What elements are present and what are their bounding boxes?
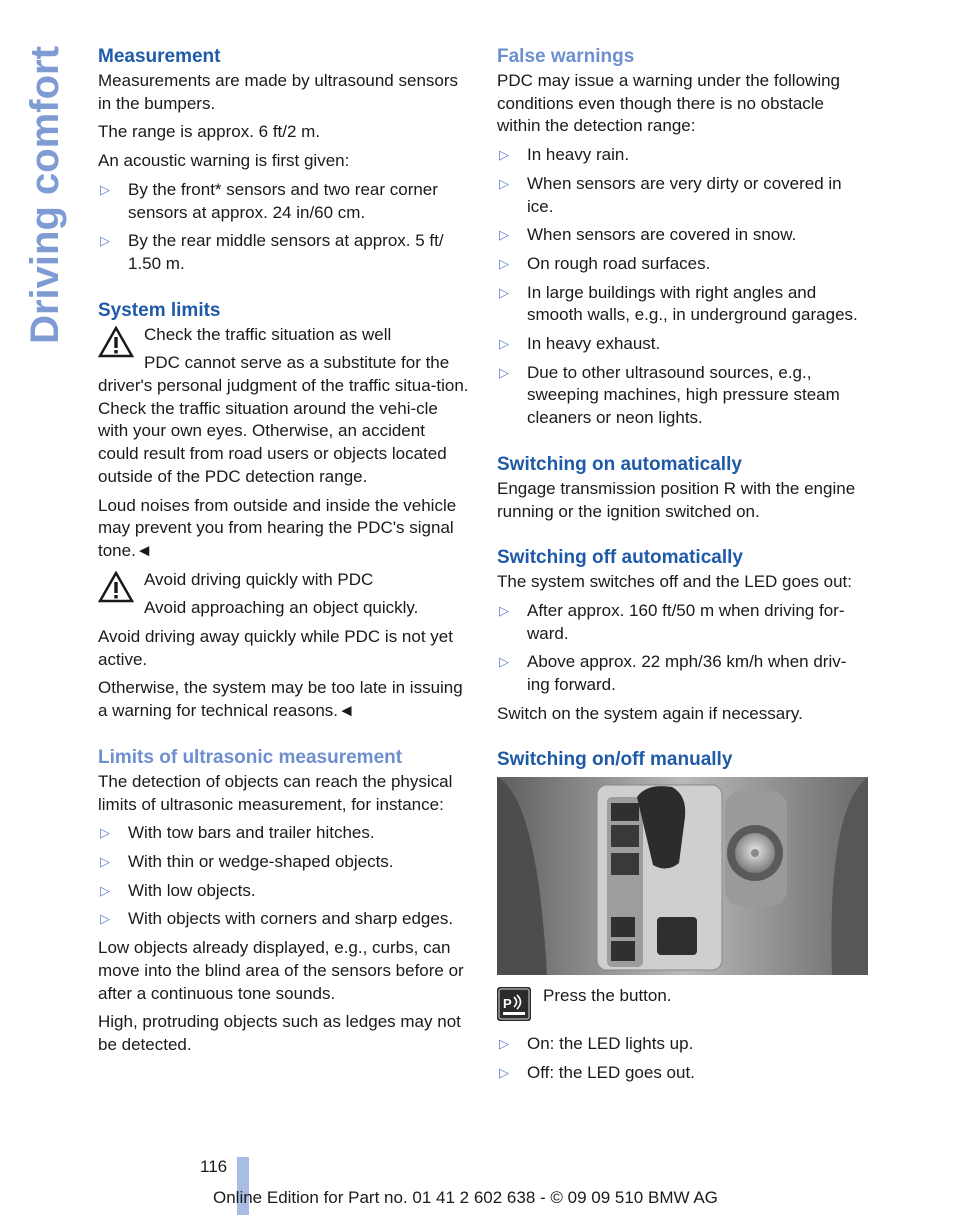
pdc-button-icon	[497, 987, 531, 1021]
bullet-triangle-icon: ▷	[499, 336, 509, 352]
bullet-triangle-icon: ▷	[100, 911, 110, 927]
bullet-triangle-icon: ▷	[499, 654, 509, 670]
bullet-triangle-icon: ▷	[499, 602, 509, 618]
drive-away-paragraph: Avoid driving away quickly while PDC is not yet active.	[98, 627, 453, 669]
warning-traffic-title: Check the traffic situation as well	[144, 324, 392, 344]
press-button-text: Press the button.	[543, 986, 672, 1006]
bullet-triangle-icon: ▷	[499, 284, 509, 300]
list-item: ▷ On rough road surfaces.	[497, 253, 869, 276]
warning-block-traffic	[98, 324, 470, 489]
false-warnings-heading: False warnings	[497, 46, 635, 67]
bullet-triangle-icon: ▷	[499, 175, 509, 191]
list-item: ▷ With low objects.	[98, 880, 470, 903]
list-item: ▷ When sensors are covered in snow.	[497, 224, 869, 247]
warning-speed-sub: Avoid approaching an object quickly.	[144, 598, 419, 618]
bullet-triangle-icon: ▷	[499, 364, 509, 380]
svg-text:P: P	[503, 996, 512, 1012]
switch-off-auto-p1: The system switches off and the LED goes out:	[497, 572, 852, 592]
bullet-triangle-icon: ▷	[499, 147, 509, 163]
list-item: ▷ Above approx. 22 mph/36 km/h when driv-ing forward.	[499, 652, 847, 695]
bullet-triangle-icon: ▷	[100, 181, 110, 197]
switch-manual-list	[497, 1033, 869, 1084]
measurement-list	[98, 179, 470, 276]
right-column	[497, 44, 869, 1091]
list-item: ▷ With thin or wedge-shaped objects.	[98, 851, 470, 874]
list-item: ▷ Due to other ultrasound sources, e.g., sweeping machines, high pressure steam cleaners or neon lights.	[499, 362, 840, 428]
bullet-triangle-icon: ▷	[100, 853, 110, 869]
list-item: ▷ By the rear middle sensors at approx. 5 ft/ 1.50 m.	[100, 231, 444, 273]
center-console-photo	[497, 777, 868, 975]
warning-block-speed	[98, 569, 470, 620]
page-number: 116	[200, 1157, 228, 1176]
side-chapter-title: Driving comfort	[23, 46, 67, 344]
switch-manual-heading: Switching on/off manually	[497, 749, 733, 771]
list-item: ▷ On: the LED lights up.	[497, 1033, 869, 1056]
footer-edition-text: Online Edition for Part no. 01 41 2 602 638 - © 09 09 510 BMW AG	[213, 1188, 718, 1207]
limits-ultrasonic-heading: Limits of ultrasonic measurement	[98, 746, 403, 768]
bullet-triangle-icon: ▷	[100, 233, 110, 249]
warning-traffic-body: PDC cannot serve as a substitute for the driver's personal judgment of the traffic situa-tion. Check the traffic situation around the vehi-cle with your own eyes. Otherwise, an accident could result from road users or objects located outside of the PDC detection range.	[98, 353, 469, 486]
limits-ultrasonic-p2: Low objects already displayed, e.g., curbs, can move into the blind area of the sensors before or after a continuous tone sounds.	[98, 938, 464, 1003]
loud-noises-paragraph: Loud noises from outside and inside the vehicle may prevent you from hearing the PDC's signal tone.◄	[98, 495, 457, 560]
warning-triangle-icon	[98, 571, 134, 603]
bullet-triangle-icon: ▷	[100, 825, 110, 841]
false-warnings-p1: PDC may issue a warning under the following conditions even though there is no obstacle within the detection range:	[497, 71, 841, 136]
press-button-row	[497, 985, 869, 1025]
left-column	[98, 44, 470, 1063]
bullet-triangle-icon: ▷	[499, 255, 509, 271]
measurement-p3: An acoustic warning is first given:	[98, 151, 350, 171]
list-item: ▷ By the front* sensors and two rear corner sensors at approx. 24 in/60 cm.	[100, 179, 438, 222]
measurement-p2: The range is approx. 6 ft/2 m.	[98, 122, 321, 142]
too-late-paragraph: Otherwise, the system may be too late in issuing a warning for technical reasons.◄	[98, 678, 463, 721]
switch-off-auto-p2: Switch on the system again if necessary.	[497, 703, 803, 723]
switch-off-auto-heading: Switching off automatically	[497, 547, 743, 569]
measurement-p1: Measurements are made by ultrasound sensors in the bumpers.	[98, 71, 459, 113]
warning-triangle-icon	[98, 326, 134, 358]
limits-ultrasonic-p3: High, protruding objects such as ledges may not be detected.	[98, 1012, 461, 1054]
warning-speed-title: Avoid driving quickly with PDC	[144, 569, 374, 589]
list-item: ▷ With tow bars and trailer hitches.	[98, 822, 470, 845]
bullet-triangle-icon: ▷	[499, 227, 509, 243]
list-item: ▷ Off: the LED goes out.	[497, 1062, 869, 1085]
limits-ultrasonic-list	[98, 822, 470, 931]
false-warnings-list	[497, 144, 869, 430]
measurement-heading: Measurement	[98, 46, 221, 67]
bullet-triangle-icon: ▷	[100, 882, 110, 898]
list-item: ▷ In large buildings with right angles and smooth walls, e.g., in underground garages.	[499, 282, 858, 325]
bullet-triangle-icon: ▷	[499, 1065, 509, 1081]
list-item: ▷ When sensors are very dirty or covered in ice.	[499, 173, 842, 216]
list-item: ▷ In heavy exhaust.	[497, 333, 869, 356]
system-limits-heading: System limits	[98, 299, 221, 321]
switch-off-auto-list	[497, 600, 869, 697]
list-item: ▷ In heavy rain.	[497, 144, 869, 167]
list-item: ▷ After approx. 160 ft/50 m when driving for-ward.	[499, 600, 845, 643]
switch-on-auto-heading: Switching on automatically	[497, 453, 742, 475]
list-item: ▷ With objects with corners and sharp edges.	[98, 908, 470, 931]
limits-ultrasonic-p1: The detection of objects can reach the physical limits of ultrasonic measurement, for instance:	[98, 771, 453, 814]
bullet-triangle-icon: ▷	[499, 1036, 509, 1052]
switch-on-auto-p1: Engage transmission position R with the engine running or the ignition switched on.	[497, 478, 856, 521]
